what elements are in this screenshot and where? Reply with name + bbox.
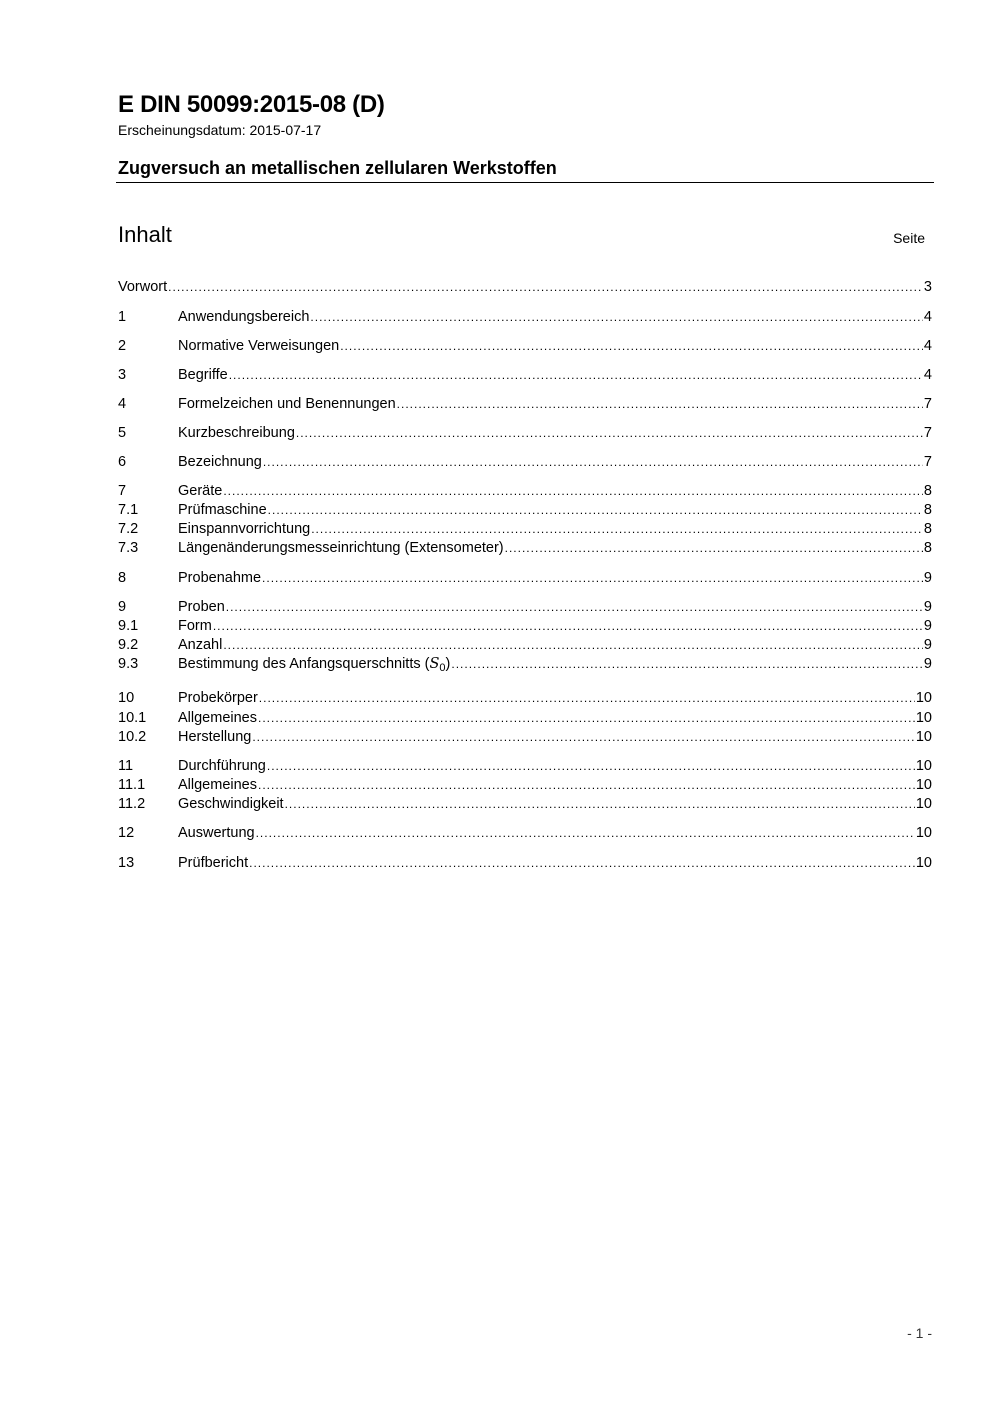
toc-entry-page: 4 bbox=[923, 309, 932, 325]
toc-entry-page: 7 bbox=[923, 425, 932, 441]
toc-leader-dots bbox=[258, 709, 915, 728]
toc-entry-page: 8 bbox=[923, 521, 932, 537]
toc-entry-number: 10 bbox=[118, 690, 135, 706]
toc-entry-number: 11 bbox=[118, 758, 134, 774]
toc-entry-number: 8 bbox=[118, 570, 127, 586]
toc-leader-dots bbox=[505, 539, 923, 558]
publication-date: Erscheinungsdatum: 2015-07-17 bbox=[118, 122, 322, 138]
toc-entry[interactable] bbox=[118, 482, 932, 501]
doc-title: Zugversuch an metallischen zellularen Werkstoffen bbox=[118, 158, 557, 178]
toc-entry-page: 9 bbox=[923, 599, 932, 615]
toc-entry-page: 9 bbox=[923, 618, 932, 634]
toc-entry-number: 9.1 bbox=[118, 618, 139, 634]
toc-entry-page: 7 bbox=[923, 396, 932, 412]
toc-entry-number: 5 bbox=[118, 425, 127, 441]
toc-entry-title: Formelzeichen und Benennungen bbox=[178, 396, 396, 412]
toc-entry-title: Prüfbericht bbox=[178, 855, 249, 871]
toc-leader-dots bbox=[285, 795, 915, 814]
toc-entry-title: Probenahme bbox=[178, 570, 262, 586]
toc-page-label: Seite bbox=[893, 230, 925, 246]
toc-entry[interactable] bbox=[118, 424, 932, 443]
toc-entry[interactable] bbox=[118, 395, 932, 414]
toc-entry-page: 10 bbox=[915, 710, 932, 726]
toc-entry-title: Allgemeines bbox=[178, 710, 257, 726]
toc-entry-page: 10 bbox=[915, 690, 932, 706]
toc-entry-number: 11.2 bbox=[118, 796, 146, 812]
toc-entry[interactable] bbox=[118, 655, 932, 674]
cross-section-subscript: 0 bbox=[439, 662, 446, 674]
toc-entry-title: Geschwindigkeit bbox=[178, 796, 284, 812]
toc-entry[interactable] bbox=[118, 757, 932, 776]
cross-section-symbol: S bbox=[429, 656, 440, 672]
toc-leader-dots bbox=[268, 501, 923, 520]
toc-entry[interactable] bbox=[118, 689, 932, 708]
footer-page-number: - 1 - bbox=[907, 1325, 932, 1341]
toc-entry-title: Anzahl bbox=[178, 637, 223, 653]
toc-entry-number: 11.1 bbox=[118, 777, 146, 793]
table-of-contents bbox=[118, 0, 932, 1403]
toc-entry-number: 7.2 bbox=[118, 521, 139, 537]
toc-leader-dots bbox=[267, 757, 915, 776]
toc-entry[interactable] bbox=[118, 795, 932, 814]
toc-entry-title: Längenänderungsmesseinrichtung (Extensometer) bbox=[178, 540, 504, 556]
toc-entry-title: Anwendungsbereich bbox=[178, 309, 310, 325]
toc-leader-dots bbox=[397, 395, 923, 414]
toc-entry[interactable] bbox=[118, 337, 932, 356]
toc-entry-number: 9 bbox=[118, 599, 127, 615]
toc-entry-page: 8 bbox=[923, 502, 932, 518]
doc-id: E DIN 50099:2015-08 (D) bbox=[118, 91, 385, 118]
toc-entry[interactable] bbox=[118, 617, 932, 636]
toc-entry[interactable] bbox=[118, 776, 932, 795]
toc-entry[interactable] bbox=[118, 453, 932, 472]
toc-leader-dots bbox=[252, 728, 915, 747]
toc-leader-dots bbox=[223, 636, 923, 655]
toc-entry-page: 10 bbox=[915, 758, 932, 774]
toc-leader-dots bbox=[262, 569, 923, 588]
toc-entry[interactable] bbox=[118, 569, 932, 588]
toc-leader-dots bbox=[263, 453, 923, 472]
toc-leader-dots bbox=[249, 854, 915, 873]
toc-entry-page: 8 bbox=[923, 540, 932, 556]
toc-entry-number: 6 bbox=[118, 454, 127, 470]
toc-leader-dots bbox=[258, 776, 915, 795]
toc-entry-title: Auswertung bbox=[178, 825, 255, 841]
toc-leader-dots bbox=[311, 520, 923, 539]
toc-entry[interactable] bbox=[118, 501, 932, 520]
toc-leader-dots bbox=[451, 655, 923, 674]
toc-leader-dots bbox=[168, 278, 923, 297]
toc-entry[interactable] bbox=[118, 520, 932, 539]
toc-entry-page: 3 bbox=[923, 279, 932, 295]
toc-entry-page: 9 bbox=[923, 570, 932, 586]
toc-entry-page: 10 bbox=[915, 855, 932, 871]
toc-leader-dots bbox=[310, 308, 923, 327]
toc-leader-dots bbox=[223, 482, 923, 501]
toc-entry-title: Einspannvorrichtung bbox=[178, 521, 311, 537]
toc-entry-title: Vorwort bbox=[118, 279, 168, 295]
toc-entry-number: 7.3 bbox=[118, 540, 139, 556]
toc-leader-dots bbox=[229, 366, 923, 385]
toc-leader-dots bbox=[213, 617, 923, 636]
toc-entry-title: Proben bbox=[178, 599, 225, 615]
toc-entry[interactable] bbox=[118, 728, 932, 747]
toc-entry-number: 7.1 bbox=[118, 502, 139, 518]
toc-entry-page: 10 bbox=[915, 777, 932, 793]
toc-entry-page: 4 bbox=[923, 367, 932, 383]
toc-entry-title: Probekörper bbox=[178, 690, 258, 706]
toc-entry-title-end: ) bbox=[445, 656, 451, 672]
toc-entry-number: 10.2 bbox=[118, 729, 147, 745]
toc-entry-title: Form bbox=[178, 618, 212, 634]
toc-leader-dots bbox=[259, 689, 915, 708]
toc-entry[interactable] bbox=[118, 636, 932, 655]
toc-entry[interactable] bbox=[118, 709, 932, 728]
toc-entry-title: Herstellung bbox=[178, 729, 252, 745]
toc-entry-title: Geräte bbox=[178, 483, 223, 499]
toc-heading: Inhalt bbox=[118, 222, 172, 247]
toc-entry-page: 10 bbox=[915, 729, 932, 745]
toc-entry-title: Durchführung bbox=[178, 758, 266, 774]
toc-entry-number: 7 bbox=[118, 483, 127, 499]
toc-entry-page: 10 bbox=[915, 825, 932, 841]
toc-entry-title: Begriffe bbox=[178, 367, 228, 383]
toc-leader-dots bbox=[296, 424, 923, 443]
toc-leader-dots bbox=[226, 598, 923, 617]
toc-entry-title: Kurzbeschreibung bbox=[178, 425, 295, 441]
toc-entry-number: 4 bbox=[118, 396, 127, 412]
toc-entry-number: 12 bbox=[118, 825, 135, 841]
toc-entry-page: 4 bbox=[923, 338, 932, 354]
toc-entry-number: 3 bbox=[118, 367, 127, 383]
toc-entry-number: 2 bbox=[118, 338, 127, 354]
toc-entry-page: 10 bbox=[915, 796, 932, 812]
toc-entry-page: 8 bbox=[923, 483, 932, 499]
toc-entry[interactable] bbox=[118, 366, 932, 385]
toc-entry-number: 9.2 bbox=[118, 637, 139, 653]
toc-entry-title bbox=[178, 655, 450, 678]
toc-entry[interactable] bbox=[118, 824, 932, 843]
toc-entry-title-text: Bestimmung des Anfangsquerschnitts ( bbox=[178, 656, 430, 672]
toc-entry-title: Bezeichnung bbox=[178, 454, 262, 470]
toc-entry[interactable] bbox=[118, 854, 932, 873]
toc-entry-number: 13 bbox=[118, 855, 135, 871]
toc-entry[interactable] bbox=[118, 539, 932, 558]
toc-entry-title: Prüfmaschine bbox=[178, 502, 267, 518]
toc-entry[interactable] bbox=[118, 598, 932, 617]
toc-entry-page: 9 bbox=[923, 637, 932, 653]
toc-entry-page: 7 bbox=[923, 454, 932, 470]
toc-leader-dots bbox=[256, 824, 915, 843]
toc-entry-number: 10.1 bbox=[118, 710, 147, 726]
toc-entry-number: 1 bbox=[118, 309, 127, 325]
toc-entry-number: 9.3 bbox=[118, 656, 139, 672]
toc-entry[interactable] bbox=[118, 308, 932, 327]
toc-leader-dots bbox=[340, 337, 923, 356]
toc-entry-title: Allgemeines bbox=[178, 777, 257, 793]
toc-entry-title: Normative Verweisungen bbox=[178, 338, 340, 354]
toc-entry-page: 9 bbox=[923, 656, 932, 672]
toc-entry-vorwort[interactable] bbox=[118, 278, 932, 297]
